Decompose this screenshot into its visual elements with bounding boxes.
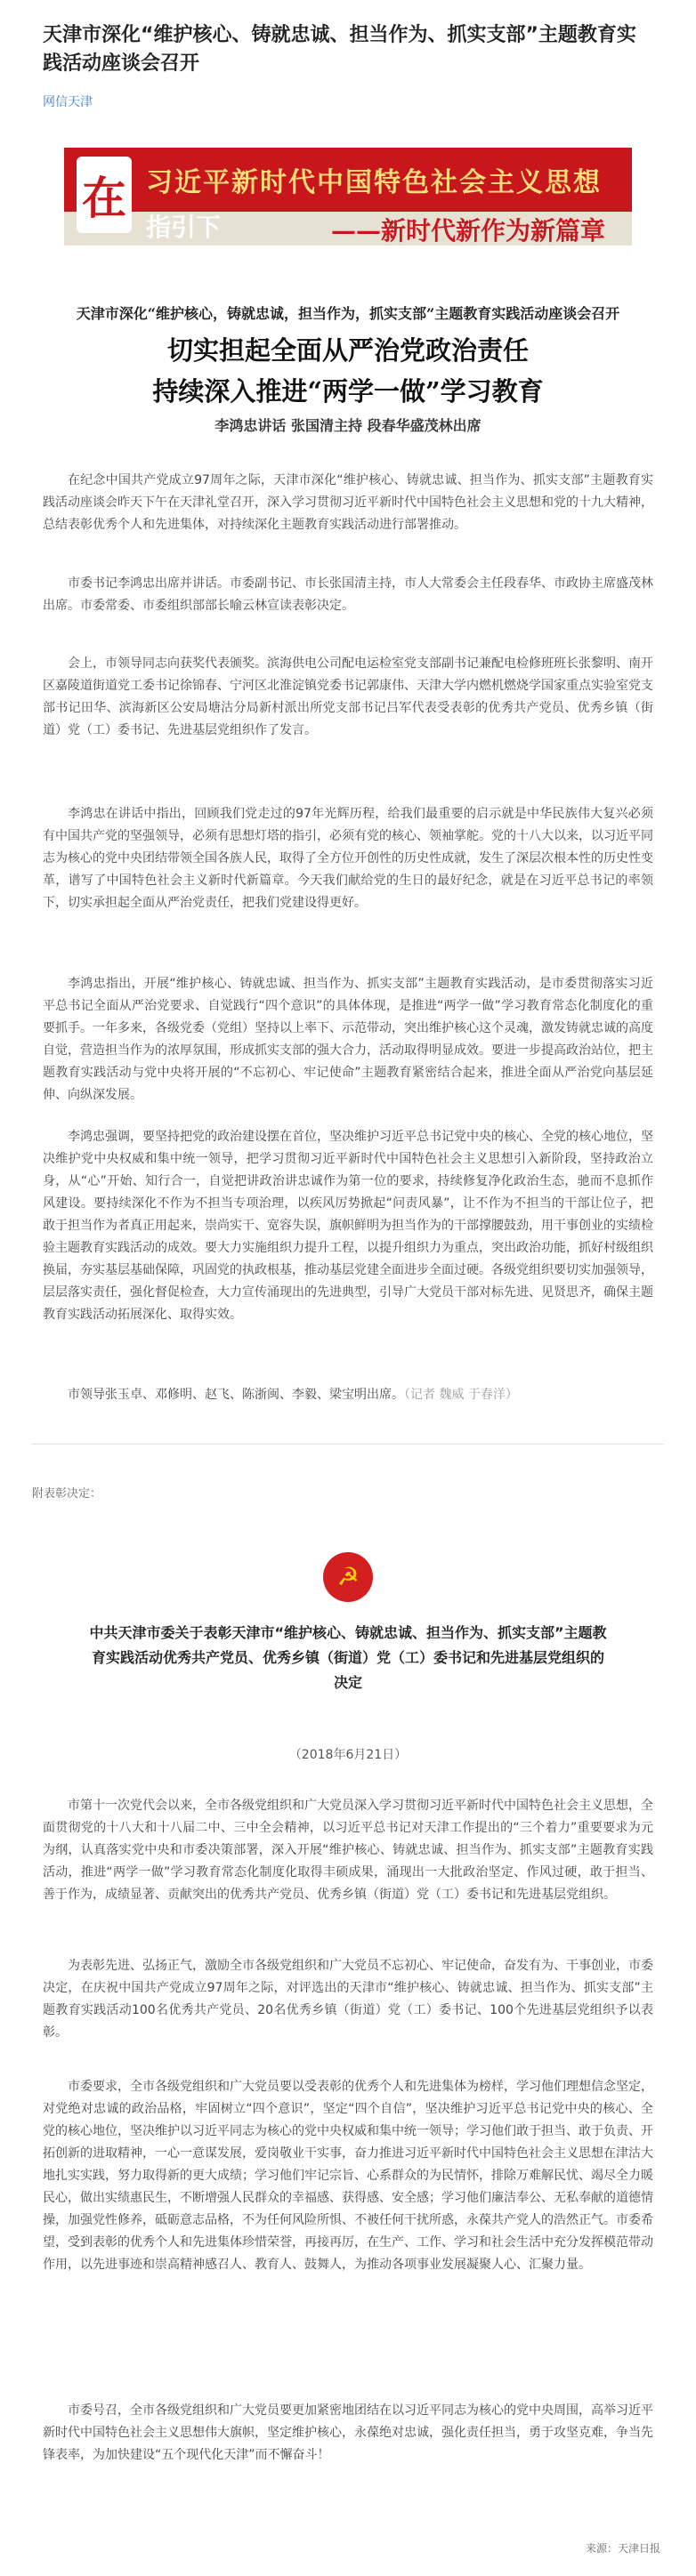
decision-paragraph-4: 市委号召，全市各级党组织和广大党员要更加紧密地团结在以习近平同志为核心的党中央周围，高举习近平新时代中国特色社会主义思想伟大旗帜，坚定维护核心，永葆绝对忠诚，强化责任担当，勇于攻坚克难，争当先锋表率，为加快建设“五个现代化天津”而不懈奋斗！ [43,2403,653,2462]
decision-title: 中共天津市委关于表彰天津市“维护核心、铸就忠诚、担当作为、抓实支部”主题教育实践活动优秀共产党员、优秀乡镇（街道）党（工）委书记和先进基层党组织的决定 [89,1624,607,1691]
report-paragraph-6: 李鸿忠强调，要坚持把党的政治建设摆在首位，坚决维护习近平总书记党中央的核心、全党的核心地位，坚决维护党中央权威和集中统一领导，把学习贯彻习近平新时代中国特色社会主义思想引入新阶段，坚持政治立身，从“心”开始、知行合一，自觉把讲政治讲忠诚作为第一位的要求，持续修复净化政治生态，驰而不息抓作风建设。要持续深化不作为不担当专项治理，以疾风厉势掀起“问责风暴”，让不作为不担当的干部让位子，把敢于担当作为者真正用起来，崇尚实干、宽容失误，旗帜鲜明为担当作为的干部撑腰鼓劲，用干事创业的实绩检验主题教育实践活动的成效。要大力实施组织力提升工程，以提升组织力为重点，突出政治功能，抓好村级组织换届，夯实基层基础保障，巩固党的执政根基，推动基层党建全面进步全面过硬。各级党组织要切实加强领导，层层落实责任，强化督促检查，大力宣传涌现出的先进典型，引导广大党员干部对标先进、见贤思齐，确保主题教育实践活动拓展深化、取得实效。 [43,1130,653,1322]
attendees-text: 市领导张玉卓、邓修明、赵飞、陈浙闽、李毅、梁宝明出席。 [68,1388,404,1402]
report-paragraph-7 [43,1384,653,1406]
banner-line-2: 指引下 [146,213,222,242]
party-emblem-icon: ☭ [323,1552,373,1602]
reporter-credit: （记者 魏威 于春洋） [404,1388,518,1402]
section-divider [32,1444,664,1445]
report-headline-1: 切实担起全面从严治党政治责任 [166,335,529,366]
decision-paragraph-1: 市第十一次党代会以来，全市各级党组织和广大党员深入学习贯彻习近平新时代中国特色社会主义思想，全面贯彻党的十八大和十八届二中、三中全会精神，以习近平总书记对天津工作提出的“三个着力”重要要求为元为纲，认真落实党中央和市委决策部署，深入开展“维护核心、铸就忠诚、担当作为、抓实支部”主题教育实践活动，推进“两学一做”学习教育常态化制度化取得丰硕成果，涌现出一大批政治坚定、作风过硬，敢于担当、善于作为，成绩显著、贡献突出的优秀共产党员、优秀乡镇（街道）党（工）委书记和先进基层党组织。 [43,1799,653,1902]
report-paragraph-5: 李鸿忠指出，开展“维护核心、铸就忠诚、担当作为、抓实支部”主题教育实践活动，是市委贯彻落实习近平总书记全面从严治党要求、自觉践行“四个意识”的具体体现，是推进“两学一做”学习教育常态化制度化的重要抓手。一年多来，各级党委（党组）坚持以上率下、示范带动，突出维护核心这个灵魂，激发铸就忠诚的高度自觉，营造担当作为的浓厚氛围，形成抓实支部的强大合力，活动取得明显成效。要进一步提高政治站位，把主题教育实践活动与党中央将开展的“不忘初心、牢记使命”主题教育紧密结合起来，推进全面从严治党向基层延伸、向纵深发展。 [43,977,653,1102]
banner-seal-icon: 在 [77,157,132,233]
article-source-link[interactable]: 网信天津 [43,95,93,109]
theme-banner [64,148,632,246]
report-kicker: 天津市深化“维护核心，铸就忠诚，担当作为，抓实支部”主题教育实践活动座谈会召开 [76,305,620,322]
decision-paragraph-3: 市委要求，全市各级党组织和广大党员要以受表彰的优秀个人和先进集体为榜样，学习他们理想信念坚定，对党绝对忠诚的政治品格，牢固树立“四个意识”，坚定“四个自信”，坚决维护习近平总书记党中央的核心、全党的核心地位，坚决维护以习近平同志为核心的党中央权威和集中统一领导；学习他们敢于担当、敢于负责、开拓创新的进取精神，一心一意谋发展，爱岗敬业干实事，奋力推进习近平新时代中国特色社会主义思想在津沽大地扎实实践，努力取得新的更大成绩；学习他们牢记宗旨、心系群众的为民情怀，排除万难解民忧、竭尽全力暖民心，做出实绩惠民生，不断增强人民群众的幸福感、获得感、安全感；学习他们廉洁奉公、无私奉献的道德情操，加强党性修养，砥砺意志品格，不为任何风险所惧、不被任何干扰所惑，永葆共产党人的浩然正气。市委希望，受到表彰的优秀个人和先进集体珍惜荣誉，再接再厉，在生产、工作、学习和社会生活中充分发挥模范带动作用，以先进事迹和崇高精神感召人、教育人、鼓舞人，为推动各项事业发展凝聚人心、汇聚力量。 [43,2080,653,2272]
banner-line-1: 习近平新时代中国特色社会主义思想 [146,167,602,198]
decision-date: （2018年6月21日） [288,1748,408,1762]
attachment-label: 附表彰决定： [32,1487,102,1501]
banner-line-3: ——新时代新作为新篇章 [331,216,606,246]
decision-paragraph-2: 为表彰先进、弘扬正气，激励全市各级党组织和广大党员不忘初心、牢记使命，奋发有为、干事创业，市委决定，在庆祝中国共产党成立97周年之际，对评选出的天津市“维护核心、铸就忠诚、担当作为、抓实支部”主题教育实践活动100名优秀共产党员、20名优秀乡镇（街道）党（工）委书记、100个先进基层党组织予以表彰。 [43,1959,653,2040]
report-paragraph-2: 市委书记李鸿忠出席并讲话。市委副书记、市长张国清主持，市人大常委会主任段春华、市政协主席盛茂林出席。市委常委、市委组织部部长喻云林宣读表彰决定。 [43,576,653,613]
report-headline-2: 持续深入推进“两学一做”学习教育 [152,376,544,407]
report-paragraph-4: 李鸿忠在讲话中指出，回顾我们党走过的97年光辉历程，给我们最重要的启示就是中华民族伟大复兴必须有中国共产党的坚强领导，必须有思想灯塔的指引，必须有党的核心、领袖掌舵。党的十八大以来，以习近平同志为核心的党中央团结带领全国各族人民，取得了全方位开创性的历史性成就，发生了深层次根本性的历史性变革，谱写了中国特色社会主义新时代新篇章。今天我们献给党的生日的最好纪念，就是在习近平总书记的率领下，切实承担起全面从严治党责任，把我们党建设得更好。 [43,807,653,910]
footer-source: 来源：天津日报 [585,2542,660,2555]
article-title: 天津市深化“维护核心、铸就忠诚、担当作为、抓实支部”主题教育实践活动座谈会召开 [43,24,636,75]
report-paragraph-1: 在纪念中国共产党成立97周年之际，天津市深化“维护核心、铸就忠诚、担当作为、抓实支部”主题教育实践活动座谈会昨天下午在天津礼堂召开，深入学习贯彻习近平新时代中国特色社会主义思想和党的十九大精神，总结表彰优秀个人和先进集体，对持续深化主题教育实践活动进行部署推动。 [43,473,653,532]
report-byline: 李鸿忠讲话 张国清主持 段春华盛茂林出席 [214,417,482,434]
report-paragraph-3: 会上，市领导同志向获奖代表颁奖。滨海供电公司配电运检室党支部副书记兼配电检修班班长张黎明、南开区嘉陵道街道党工委书记徐锦春、宁河区北淮淀镇党委书记郭康伟、天津大学内燃机燃烧学国家重点实验室党支部书记田华、滨海新区公安局塘沽分局新村派出所党支部书记吕军代表受表彰的优秀共产党员、优秀乡镇（街道）党（工）委书记、先进基层党组织作了发言。 [43,656,653,737]
